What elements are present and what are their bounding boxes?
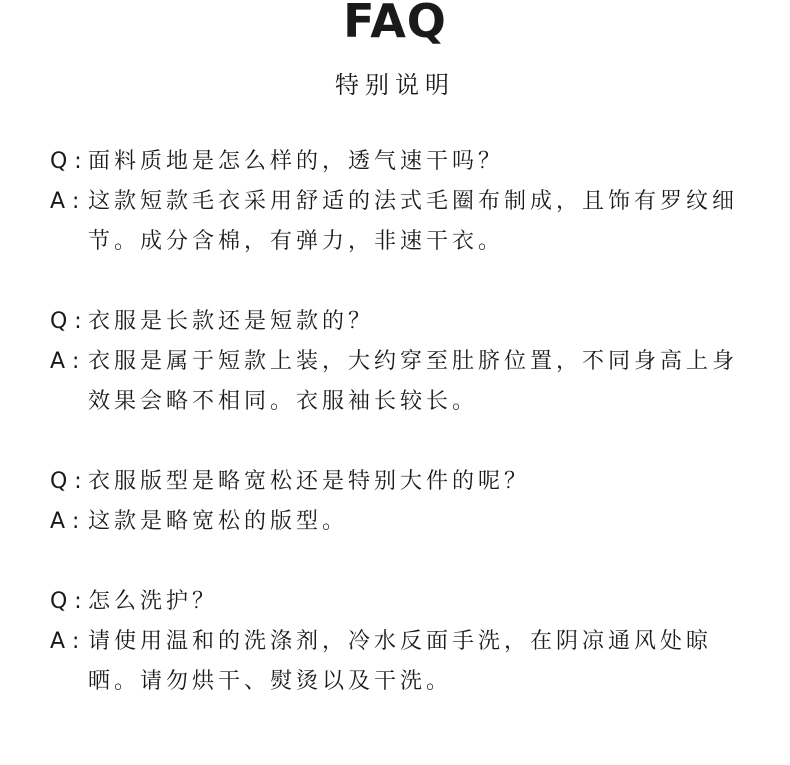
answer-text: 这款短款毛衣采用舒适的法式毛圈布制成，且饰有罗纹细节。成分含棉，有弹力，非速干衣。: [88, 189, 739, 254]
page-title: FAQ: [343, 0, 447, 48]
question-text: 怎么洗护？: [88, 589, 219, 614]
question-prefix: Q :: [50, 589, 82, 614]
faq-question: [50, 142, 740, 182]
question-text: 衣服是长款还是短款的？: [88, 309, 375, 334]
answer-text: 请使用温和的洗涤剂，冷水反面手洗，在阴凉通风处晾晒。请勿烘干、熨烫以及干洗。: [88, 629, 713, 694]
answer-prefix: A :: [50, 189, 80, 214]
faq-question: [50, 302, 740, 342]
faq-question: [50, 582, 740, 622]
question-prefix: Q :: [50, 309, 82, 334]
faq-item: [50, 142, 740, 262]
question-text: 衣服版型是略宽松还是特别大件的呢？: [88, 469, 531, 494]
answer-text: 衣服是属于短款上装，大约穿至肚脐位置，不同身高上身效果会略不相同。衣服袖长较长。: [88, 349, 739, 414]
faq-answer: [50, 182, 740, 262]
answer-text: 这款是略宽松的版型。: [88, 509, 349, 534]
faq-answer: [50, 342, 740, 422]
answer-prefix: A :: [50, 509, 80, 534]
answer-prefix: A :: [50, 629, 80, 654]
faq-item: [50, 582, 740, 702]
question-text: 面料质地是怎么样的，透气速干吗？: [88, 149, 505, 174]
question-prefix: Q :: [50, 469, 82, 494]
answer-prefix: A :: [50, 349, 80, 374]
faq-list: [50, 142, 740, 742]
question-prefix: Q :: [50, 149, 82, 174]
faq-answer: [50, 502, 740, 542]
faq-question: [50, 462, 740, 502]
faq-answer: [50, 622, 740, 702]
faq-item: [50, 462, 740, 542]
page-subtitle: 特别说明: [335, 71, 455, 99]
faq-item: [50, 302, 740, 422]
